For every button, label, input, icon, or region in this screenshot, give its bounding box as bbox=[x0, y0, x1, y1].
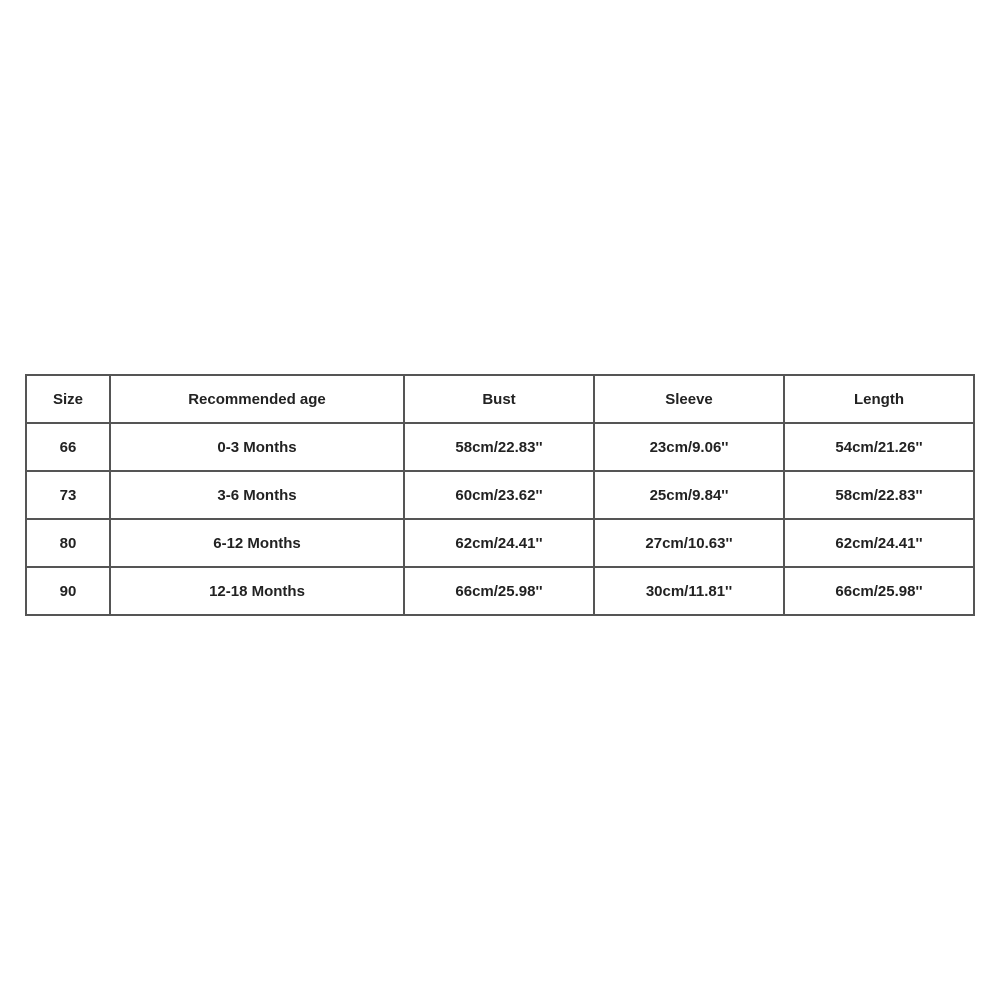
cell-size: 90 bbox=[26, 567, 110, 615]
header-bust: Bust bbox=[404, 375, 594, 423]
cell-bust: 60cm/23.62'' bbox=[404, 471, 594, 519]
table-row bbox=[26, 471, 974, 519]
cell-sleeve: 25cm/9.84'' bbox=[594, 471, 784, 519]
size-chart-table bbox=[25, 374, 975, 616]
header-length: Length bbox=[784, 375, 974, 423]
cell-length: 54cm/21.26'' bbox=[784, 423, 974, 471]
cell-bust: 66cm/25.98'' bbox=[404, 567, 594, 615]
header-size: Size bbox=[26, 375, 110, 423]
cell-size: 73 bbox=[26, 471, 110, 519]
cell-size: 80 bbox=[26, 519, 110, 567]
cell-sleeve: 23cm/9.06'' bbox=[594, 423, 784, 471]
cell-length: 62cm/24.41'' bbox=[784, 519, 974, 567]
cell-recommended-age: 3-6 Months bbox=[110, 471, 404, 519]
cell-length: 66cm/25.98'' bbox=[784, 567, 974, 615]
cell-sleeve: 27cm/10.63'' bbox=[594, 519, 784, 567]
table-row bbox=[26, 423, 974, 471]
header-recommended-age: Recommended age bbox=[110, 375, 404, 423]
cell-length: 58cm/22.83'' bbox=[784, 471, 974, 519]
cell-recommended-age: 12-18 Months bbox=[110, 567, 404, 615]
table-header-row bbox=[26, 375, 974, 423]
cell-recommended-age: 6-12 Months bbox=[110, 519, 404, 567]
cell-recommended-age: 0-3 Months bbox=[110, 423, 404, 471]
cell-bust: 62cm/24.41'' bbox=[404, 519, 594, 567]
cell-sleeve: 30cm/11.81'' bbox=[594, 567, 784, 615]
table-row bbox=[26, 567, 974, 615]
cell-bust: 58cm/22.83'' bbox=[404, 423, 594, 471]
header-sleeve: Sleeve bbox=[594, 375, 784, 423]
cell-size: 66 bbox=[26, 423, 110, 471]
table-row bbox=[26, 519, 974, 567]
